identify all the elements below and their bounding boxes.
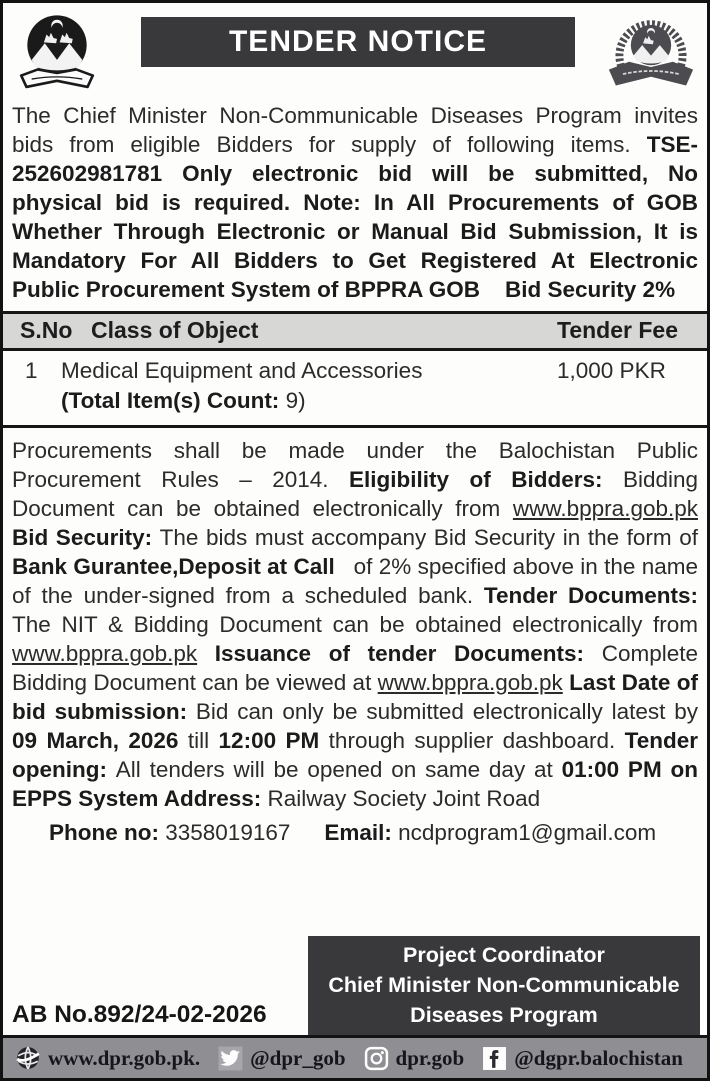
signatory-org-1: Chief Minister Non-Communicable bbox=[328, 973, 680, 997]
social-footer-bar bbox=[3, 1035, 707, 1078]
twitter-label: @dpr_gob bbox=[250, 1045, 346, 1070]
bottom-section bbox=[12, 854, 700, 1035]
signature-box bbox=[308, 936, 700, 1035]
item-count-label: (Total Item(s) Count: bbox=[61, 388, 280, 413]
cell-class bbox=[61, 356, 557, 416]
table-row bbox=[3, 351, 707, 428]
instagram-item bbox=[364, 1046, 465, 1071]
inline-url: www.bppra.gob.pk bbox=[377, 670, 563, 695]
balochistan-government-emblem-icon bbox=[9, 10, 105, 94]
email-value: ncdprogram1@gmail.com bbox=[391, 820, 657, 845]
twitter-icon bbox=[218, 1046, 243, 1071]
website-item bbox=[15, 1045, 200, 1071]
twitter-item bbox=[218, 1046, 345, 1071]
email-label: Email: bbox=[324, 820, 392, 845]
bold-text-run: TSE-252602981781 Only electronic bid will be submitted, No physical bid is required. Note: In All Procurements of GOB Whether Through Electronic or Manual Bid Submission, It is Mandatory For All Bidders to Get Registered At Electronic Public Procurement System of BPPRA GOB Bid Security 2% bbox=[12, 132, 698, 302]
bold-text-run: 01:00 PM on EPPS System Address: bbox=[12, 757, 698, 811]
inline-url: www.bppra.gob.pk bbox=[12, 641, 198, 666]
text-run: Bid can only be submitted electronically latest by bbox=[195, 699, 698, 724]
facebook-item bbox=[482, 1046, 683, 1071]
header bbox=[3, 3, 707, 96]
text-run: of 2% specified above in the name of the under-signed from a scheduled bank. bbox=[12, 554, 698, 608]
advertisement-reference: AB No.892/24-02-2026 bbox=[12, 1001, 267, 1028]
inline-url: www.bppra.gob.pk bbox=[512, 496, 698, 521]
facebook-icon bbox=[482, 1046, 507, 1071]
contact-line bbox=[49, 820, 698, 846]
phone-label: Phone no: bbox=[49, 820, 159, 845]
bold-text-run: Eligibility of Bidders: bbox=[349, 467, 623, 492]
bold-text-run: Tender Documents: bbox=[483, 583, 698, 608]
phone-value: 3358019167 bbox=[158, 820, 291, 845]
intro-paragraph bbox=[12, 101, 698, 304]
text-run: All tenders will be opened on same day at bbox=[115, 757, 562, 782]
instagram-label: dpr.gob bbox=[395, 1045, 465, 1070]
item-count-note bbox=[61, 386, 557, 416]
item-count-value: 9) bbox=[279, 388, 306, 413]
text-run bbox=[197, 641, 215, 666]
text-run: Railway Society Joint Road bbox=[267, 786, 541, 811]
table-header-row bbox=[3, 311, 707, 351]
cell-sno: 1 bbox=[25, 358, 38, 383]
column-header-fee: Tender Fee bbox=[557, 317, 678, 343]
text-run: Bidding Document can be obtained electronically from bbox=[12, 467, 699, 521]
bold-text-run: Last Date of bid submission: bbox=[12, 670, 698, 724]
column-header-sno: S.No bbox=[20, 317, 73, 343]
column-header-class: Class of Object bbox=[91, 317, 259, 343]
text-run: The bids must accompany Bid Security in the form of bbox=[159, 525, 698, 550]
terms-paragraph bbox=[12, 436, 698, 813]
item-name: Medical Equipment and Accessories bbox=[61, 358, 423, 383]
signatory-title: Project Coordinator bbox=[403, 943, 605, 967]
website-label: www.dpr.gob.pk. bbox=[48, 1045, 201, 1070]
instagram-icon bbox=[364, 1046, 389, 1071]
text-run: The NIT & Bidding Document can be obtained electronically from bbox=[12, 612, 698, 637]
bold-text-run: Issuance of tender Documents: bbox=[214, 641, 602, 666]
facebook-label: @dgpr.balochistan bbox=[514, 1045, 683, 1070]
bold-text-run: 09 March, 2026 bbox=[12, 728, 179, 753]
items-table bbox=[3, 311, 707, 428]
text-run: Complete Bidding Document can be viewed at bbox=[12, 641, 698, 695]
page-title: TENDER NOTICE bbox=[228, 25, 487, 58]
text-run: through supplier dashboard. bbox=[319, 728, 625, 753]
globe-icon bbox=[15, 1045, 41, 1071]
bold-text-run: Bank Gurantee,Deposit at Call bbox=[12, 554, 335, 579]
tender-notice-title-box bbox=[141, 17, 575, 67]
text-run: Procurements shall be made under the Balochistan Public Procurement Rules – 2014. bbox=[12, 438, 698, 492]
cell-fee: 1,000 PKR bbox=[557, 358, 666, 383]
signatory-org-2: Diseases Program bbox=[410, 1003, 598, 1027]
bold-text-run: Bid Security: bbox=[12, 525, 160, 550]
text-run: till bbox=[178, 728, 219, 753]
program-department-emblem-icon bbox=[601, 10, 701, 96]
text-run: The Chief Minister Non-Communicable Diseases Program invites bids from eligible Bidders for supply of following items. bbox=[12, 103, 698, 157]
bold-text-run: 12:00 PM bbox=[218, 728, 320, 753]
bold-text-run: Tender opening: bbox=[12, 728, 698, 782]
